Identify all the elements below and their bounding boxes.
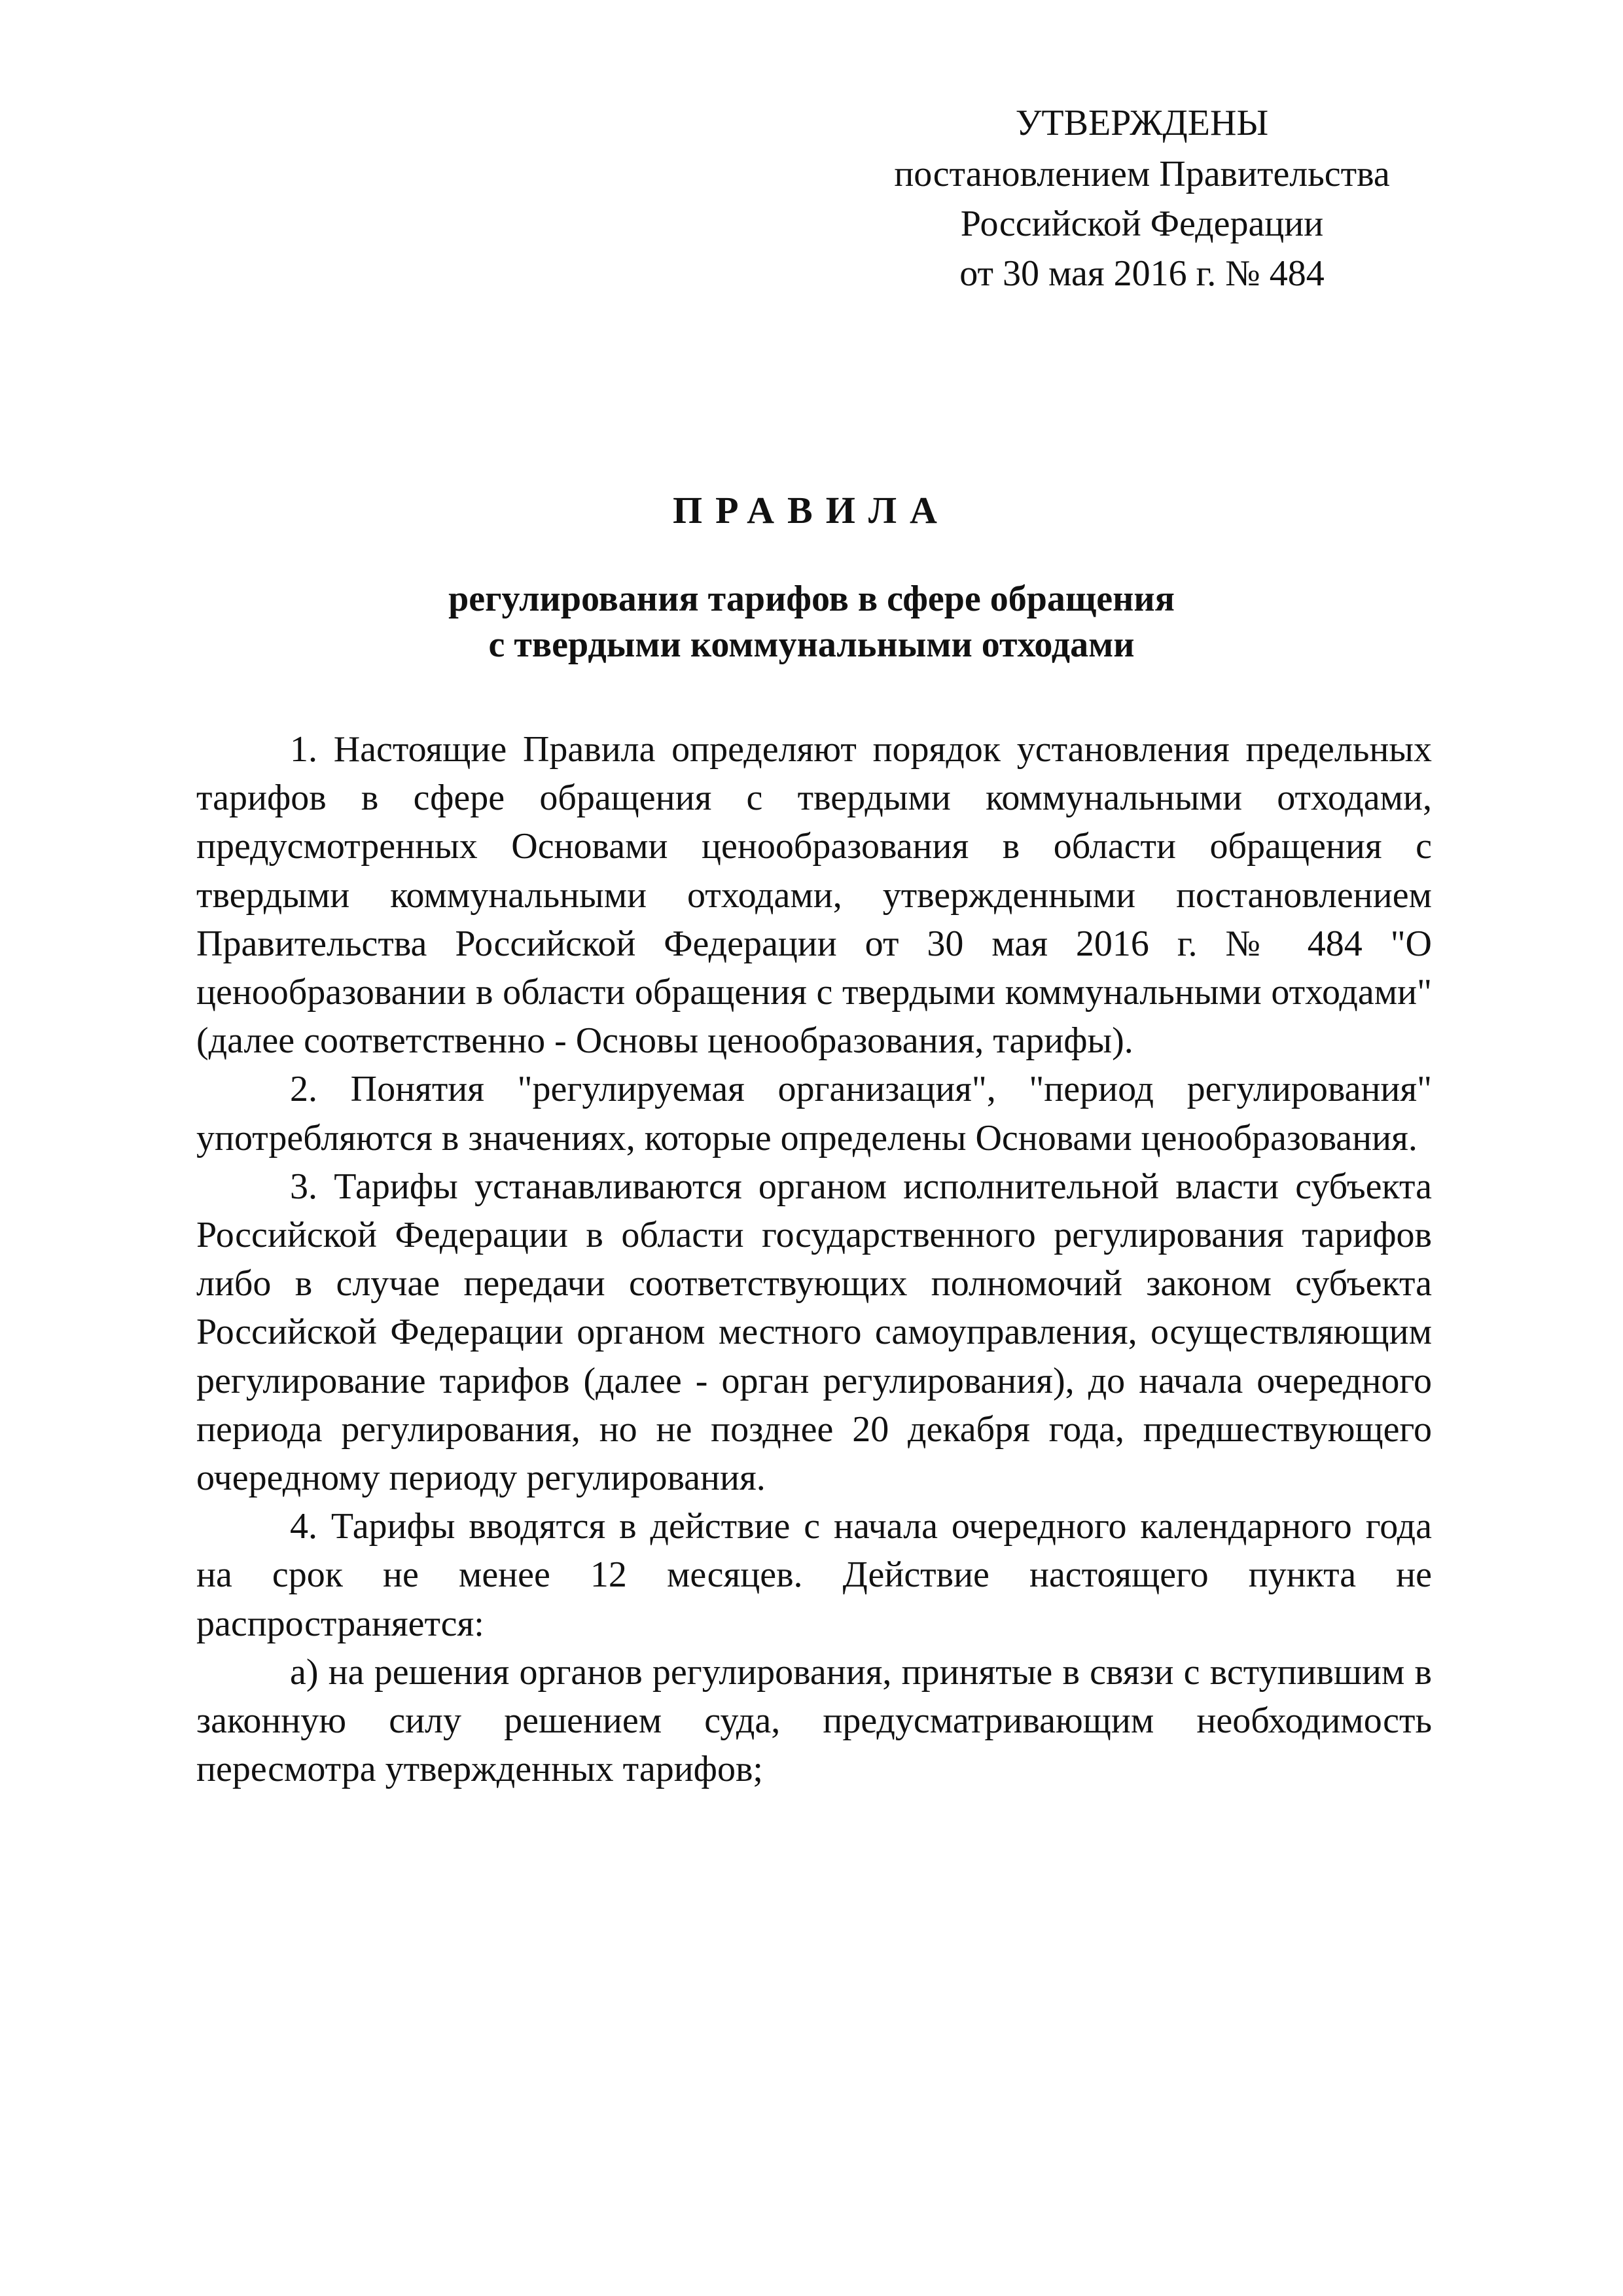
- paragraph-2: 2. Понятия "регулируемая организация", "период регулирования" употребляются в значениях, которые определены Основами ценообразования.: [196, 1069, 1432, 1158]
- document-body: [196, 725, 1432, 1793]
- approval-block: [870, 98, 1414, 298]
- approval-line-resolution: постановлением Правительства: [894, 154, 1390, 194]
- paragraph-4a: а) на решения органов регулирования, принятые в связи с вступившим в законную силу решением суда, предусматривающим необходимость пересмотра утвержденных тарифов;: [196, 1651, 1432, 1790]
- paragraph-1: 1. Настоящие Правила определяют порядок установления предельных тарифов в сфере обращения с твердыми коммунальными отходами, предусмотренных Основами ценообразования в области обращения с твердыми коммунальными отходами, утвержденными постановлением Правительства Российской Федерации от 30 мая 2016 г. № 484 "О ценообразовании в области обращения с твердыми коммунальными отходами" (далее соответственно - Основы ценообразования, тарифы).: [196, 729, 1432, 1062]
- approval-line-date-number: от 30 мая 2016 г. № 484: [959, 253, 1325, 294]
- subtitle-line-2: с твердыми коммунальными отходами: [488, 624, 1135, 665]
- paragraph-3: 3. Тарифы устанавливаются органом исполнительной власти субъекта Российской Федерации в области государственного регулирования тарифов либо в случае передачи соответствующих полномочий законом субъекта Российской Федерации органом местного самоуправления, осуществляющим регулирование тарифов (далее - орган регулирования), до начала очередного периода регулирования, но не позднее 20 декабря года, предшествующего очередному периоду регулирования.: [196, 1166, 1432, 1499]
- approval-line-government: Российской Федерации: [960, 204, 1324, 244]
- title-block: [157, 484, 1466, 668]
- document-title: ПРАВИЛА: [673, 489, 950, 531]
- paragraph-4: 4. Тарифы вводятся в действие с начала очередного календарного года на срок не менее 12 месяцев. Действие настоящего пункта не распространяется:: [196, 1506, 1432, 1644]
- subtitle-line-1: регулирования тарифов в сфере обращения: [448, 579, 1175, 619]
- document-subtitle: [157, 576, 1466, 668]
- approval-heading: УТВЕРЖДЕНЫ: [1015, 103, 1269, 143]
